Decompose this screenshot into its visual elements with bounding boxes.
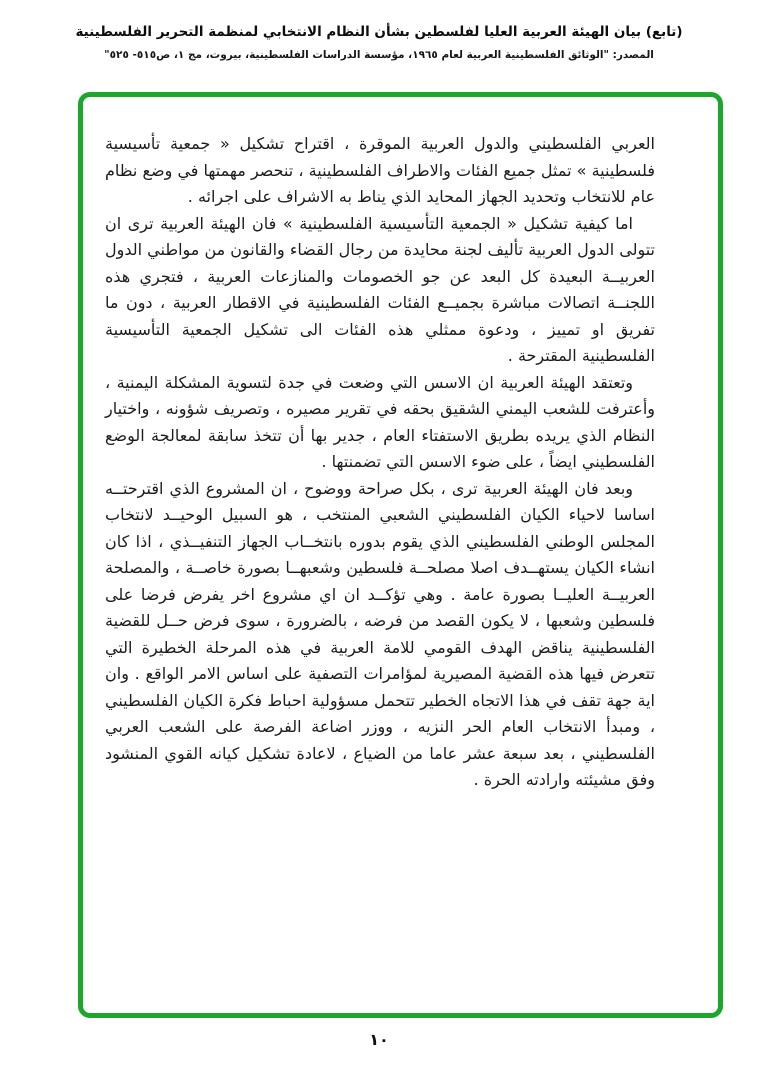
body-paragraph: وبعد فان الهيئة العربية ترى ، بكل صراحة ووضوح ، ان المشروع الذي اقترحتــه اساسا لاحياء الكيان الفلسطيني الشعبي المنتخب ، هو السبيل الوحيــد لانتخاب المجلس الوطني الفلسطيني الذي يقوم بدوره بانتخــاب الجهاز التنفيــذي ، اذا كان انشاء الكيان يستهــدف اصلا مصلحــة فلسطين وشعبهــا بصورة خاصــة ، والمصلحة العربيــة العليــا بصورة عامة . وهي تؤكــد ان اي مشروع اخر يفرض فرضا على فلسطين وشعبها ، لا يكون القصد من فرضه ، بالضرورة ، سوى فرض حــل للقضية الفلسطينية يناقض الهدف القومي للامة العربية في هذه المرحلة الخطيرة التي تتعرض فيها هذه القضية المصيرية لمؤامرات التصفية على اساس الامر الواقع . وان اية جهة تقف في هذا الاتجاه الخطير تتحمل مسؤولية احباط فكرة الكيان الفلسطيني ، ومبدأ الانتخاب العام الحر النزيه ، ووزر اضاعة الفرصة على الشعب العربي الفلسطيني ، بعد سبعة عشر عاما من الضياع ، لاعادة تشكيل كيانه القوي المنشود وفق مشيئته وارادته الحرة .	[105, 478, 655, 789]
page-number: ١٠	[369, 1030, 389, 1049]
body-paragraph: اما كيفية تشكيل « الجمعية التأسيسية الفلسطينية » فان الهيئة العربية ترى ان تتولى الدول العربية تأليف لجنة محايدة من رجال القضاء والقانون من مواطني الدول العربيــة البعيدة كل البعد عن جو الخصومات والمنازعات العربية ، فتجري هذه اللجنــة اتصالات مباشرة بجميــع الفئات الفلسطينية في الاقطار العربية ، دون ما تفريق او تمييز ، ودعوة ممثلي هذه الفئات الى تشكيل الجمعية التأسيسية الفلسطينية المقترحة .	[105, 213, 655, 365]
document-title: (تابع) بيان الهيئة العربية العليا لفلسطين بشأن النظام الانتخابي لمنظمة التحرير الفلسطينية	[75, 24, 683, 40]
page-header	[40, 22, 718, 61]
body-paragraph: وتعتقد الهيئة العربية ان الاسس التي وضعت في جدة لتسوية المشكلة اليمنية ، وأعترفت للشعب اليمني الشقيق بحقه في تقرير مصيره ، وتصريف شؤونه ، واختيار النظام الذي يريده بطريق الاستفتاء العام ، جدير بها أن تتخذ سابقة لمعالجة الوضع الفلسطيني ايضاً ، على ضوء الاسس التي تضمنتها .	[105, 372, 655, 471]
document-source-line: المصدر: "الوثائق الفلسطينية العربية لعام ١٩٦٥، مؤسسة الدراسات الفلسطينية، بيروت، مج ١، ص٥١٥- ٥٢٥"	[104, 49, 654, 61]
document-body	[83, 97, 718, 794]
body-paragraph: العربي الفلسطيني والدول العربية الموقرة ، اقتراح تشكيل « جمعية تأسيسية فلسطينية » تمثل جميع الفئات والاطراف الفلسطينية ، تنحصر مهمتها في وضع نظام عام للانتخاب وتحديد الجهاز المحايد الذي يناط به الاشراف على اجرائه .	[105, 134, 655, 206]
